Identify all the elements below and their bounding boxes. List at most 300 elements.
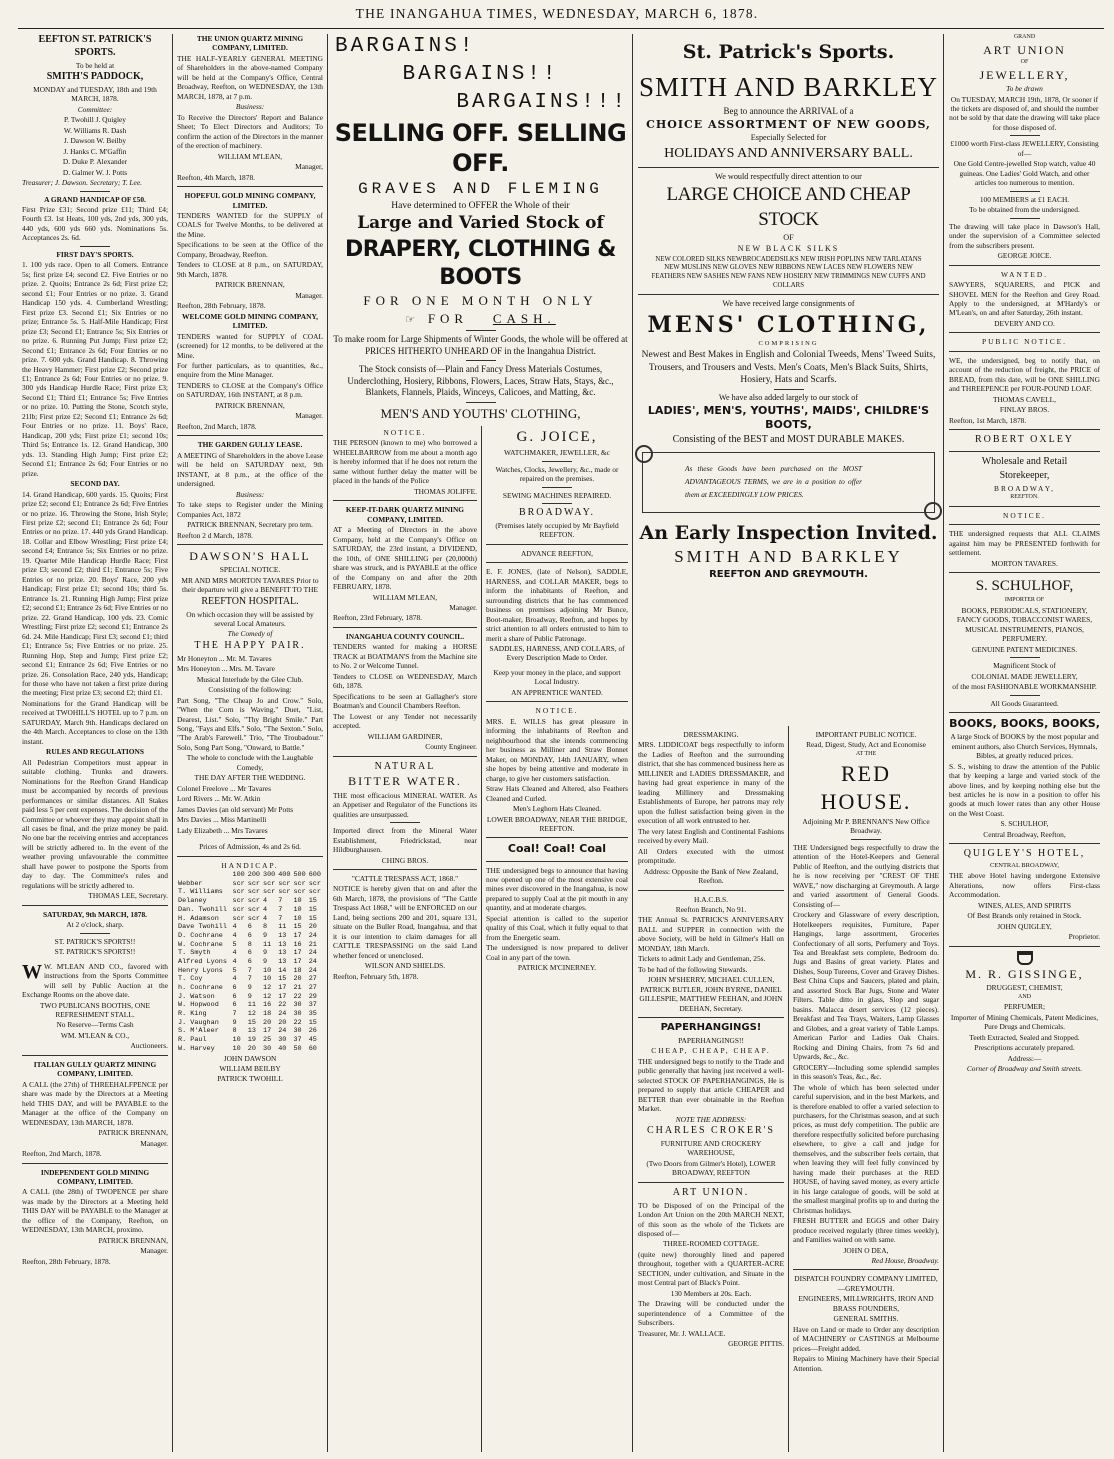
handicap-cell: 11 [278, 923, 287, 932]
hotel-text: THE above Hotel having undergone Extensive Alterations, now offers First-class Accommodation. [949, 871, 1100, 900]
smith-barkley-advert [634, 34, 943, 726]
divider [22, 905, 168, 906]
locations: REEFTON AND GREYMOUTH. [709, 569, 868, 581]
handicap-cell: 60 [308, 1044, 317, 1053]
second-day-heading: SECOND DAY. [70, 479, 120, 489]
handicap-cell: 100 [232, 871, 245, 880]
cattle-sign: WILSON AND SHIELDS. [364, 961, 446, 971]
divider [22, 1163, 168, 1164]
handicap-cell: 15 [247, 1018, 256, 1027]
handicap-cell: J. Vaughan [178, 1018, 219, 1027]
divider [80, 933, 110, 934]
handicap-cell: 17 [293, 957, 302, 966]
keep-it-dark-text: AT a Meeting of Directors in the above Company, held at the Company's Office on SATURDAY, the 23rd instant, a DIVIDEND, the 10th, of ONE SHILLING per (20,000th) share was struck, and is PAYABLE at the office of the Company on and after the 20th FEBRUARY, 1878. [333, 525, 477, 592]
notice-text: THE PERSON (known to me) who borrowed a WHEELBARROW from me about a month ago is hereby informed that if he does not return the same without further delay the matter will be placed in the hands of the Police [333, 438, 477, 486]
paperhangings: PAPERHANGINGS! [660, 1022, 762, 1034]
red-house-goods: Crockery and Glassware of every description, Hotelkeepers requisites, Furniture, Paper Hangings, large assortment, Groceries Confectionary of all sorts, Perfumery and Toys. Tea and Breakfast sets complete, Bedroom do. Jugs and Basins of great variety. Plates and Dishes, Soup Tureens, Cover and Gravey Dishes. Best China Cups and Saucers, plated and plain, and assorted Stock Bar Jugs, Stone and Water Filters. Table ditto in glass, Slop and sugar basins. Malacca desert services (12 pieces). Breakfast and Tea Trays, Waiters, Lamp Glasses and Globes, and a great variety of Table Lamps. American Parlor and Ladies Oak Chairs. Rocking and Dining Chairs, from 7s 6d and Upwards, &c., &c. [793, 910, 939, 1062]
dispatch-heading: DISPATCH FOUNDRY COMPANY LIMITED,—GREYMOUTH. [794, 1274, 938, 1293]
handicap-cell: scr [278, 888, 291, 897]
cast-line: Mr Honeyton ... Mr. M. Tavares [177, 653, 272, 663]
handicap-sign: JOHN DAWSON [223, 1053, 277, 1063]
handicap-cell: 24 [308, 949, 317, 958]
large-stock: Large and Varied Stock of [357, 213, 604, 234]
dressmaking-fashions: The very latest English and Continental Fashions received by every Mail. [638, 826, 784, 846]
wills-straw: Straw Hats Cleaned and Altered, also Feathers Cleaned and Curled. [486, 784, 628, 803]
art-union-heading: ART UNION. [672, 1186, 750, 1198]
booths: TWO PUBLICANS BOOTHS, ONE REFRESHMENT STALL. [39, 1000, 151, 1019]
drawing: The Drawing will be conducted under the superintendence of a Committee of the Subscribers. [638, 1299, 784, 1328]
oxley-reefton: REEFTON. [1010, 493, 1039, 500]
handicap-cell: scr [293, 888, 306, 897]
graves-fleming-advert [329, 34, 632, 424]
make-room: To make room for Large Shipments of Winter Goods, the whole will be offered at PRICES HITHERTO UNHEARD OF in the Inangahua District. [333, 334, 628, 356]
union-date: Reefton, 4th March, 1878. [177, 172, 255, 182]
jones-saddles: SADDLES, HARNESS, AND COLLARS, of Every Description Made to Order. [489, 644, 625, 663]
handicap-cell: 4 [232, 923, 237, 932]
note-address: NOTE THE ADDRESS: [675, 1114, 747, 1124]
italian-gully-role: Manager. [140, 1138, 168, 1148]
handicap-cell: 18 [262, 1010, 272, 1019]
bread-notice: WE, the undersigned, beg to notify that, on account of the reduction of freight, the PRICE of BREAD, from this date, will be ONE SHILLING and THREEPENCE per FOUR-POUND LOAF. [949, 355, 1100, 394]
arrival: Beg to announce the ARRIVAL of a [723, 105, 854, 116]
handicap-cell: scr [308, 888, 321, 897]
handicap-cell: 24 [308, 931, 317, 940]
importer-chem: Importer of Mining Chemicals, Patent Medicines, Pure Drugs and Chemicals. [950, 1012, 1099, 1032]
books-text: A large Stock of BOOKS by the most popular and eminent authors, also Church Services, Hymnals, Bibles, at greatly reduced prices. [950, 732, 1099, 761]
handicap-cell: scr [232, 879, 245, 888]
tavares-sign: MORTON TAVARES. [991, 558, 1058, 568]
hopeful-role: Manager. [295, 290, 323, 300]
handicap-cell: 30 [278, 1036, 287, 1045]
especially: Especially Selected for [750, 133, 827, 143]
treasurer: Treasurer, Mr. J. WALLACE. [638, 1328, 726, 1338]
boots-heading: LADIES', MEN'S, YOUTHS', MAIDS', CHILDRE'S BOOTS, [647, 404, 930, 432]
terms: No Reserve—Terms Cash [56, 1020, 134, 1030]
stock-consists: The Stock consists of—Plain and Fancy Dress Materials Costumes, Underclothing, Hosiery, Ribbons, Flowers, Laces, Straw Hats, Stays, &c., Blankets, Flannels, Plaids, Winceys, Calicoes, and Matting, &c. [347, 364, 614, 398]
handicap-sign: WILLIAM BEILBY [219, 1064, 281, 1074]
special-notice: SPECIAL NOTICE. [219, 565, 281, 575]
handicap-cell: Alfred Lyons [178, 957, 227, 966]
handicap-cell: 22 [293, 992, 302, 1001]
union-business-text: To Receive the Directors' Report and Balance Sheet; To Elect Directors and Auditors; To confirm the action of the Directors in the manner of the erection of machinery. [177, 112, 323, 151]
column-6 [789, 730, 943, 1452]
italian-gully-heading: ITALIAN GULLY QUARTZ MINING COMPANY, LIMITED. [33, 1059, 157, 1079]
handicap-cell: 19 [247, 1036, 256, 1045]
handicap-cell: scr [278, 879, 291, 888]
divider [22, 1055, 168, 1056]
consisting: Consisting of the BEST and MOST DURABLE MAKES. [672, 433, 905, 445]
handicap-cell: 7 [247, 966, 252, 975]
joice-trade: WATCHMAKER, JEWELLER, &c [504, 448, 610, 458]
handicap-cell: 4 [232, 931, 237, 940]
handicap-cell: S. M'Aleer [178, 1027, 219, 1036]
handicap-table [177, 871, 323, 1053]
received: We have received large consignments of [722, 299, 855, 309]
dressmaking-heading: DRESSMAKING. [683, 730, 739, 739]
to-be-drawn: To be drawn [1006, 84, 1043, 94]
garden-business-text: To take steps to Register under the Mining Companies Act, 1872 [177, 500, 323, 519]
perfumer: PERFUMER; [1003, 1002, 1046, 1012]
committee-line: J. Dawson W. Beilby [63, 136, 127, 146]
wills-leghorn: Men's Leghorn Hats Cleaned. [513, 804, 601, 814]
handicap-cell: 400 [278, 871, 291, 880]
mens-clothing: MEN'S AND YOUTHS' CLOTHING, [380, 405, 581, 421]
cast-line: James Davies (an old servant) Mr Potts [177, 804, 294, 814]
independent-date: Reefton, 28th February, 1878. [22, 1256, 111, 1266]
handicap-cell: 10 [293, 897, 302, 906]
consisting: Consisting of the following: [208, 685, 292, 695]
obtained: To be obtained from the undersigned. [969, 205, 1080, 215]
engineers: ENGINEERS, MILLWRIGHTS, IRON AND BRASS FOUNDERS, [798, 1294, 934, 1313]
column-1 [18, 34, 172, 1452]
natural: NATURAL [374, 760, 436, 772]
handicap-cell: 25 [262, 1036, 272, 1045]
wines: WINES, ALES, AND SPIRITS [977, 900, 1071, 910]
handicap-row [177, 897, 323, 906]
independent-text: A CALL (the 28th) of TWOPENCE per share was made by the Directors at a Meeting held THIS DAY will be PAYABLE to the Manager at the office of the Company, Reefton, on WEDNESDAY, 13th MARCH, proximo. [22, 1187, 168, 1235]
items: One Gold Centre-jewelled Stop watch, value 40 guineas. One Ladies' Gold Watch, and other articles too numerous to mention. [953, 159, 1096, 188]
council-text: TENDERS wanted for making a HORSE TRACK at BOATMAN'S from the Machine site to No. 2 or Welcome Tunnel. [333, 642, 477, 671]
paperhangings-2: PAPERHANGINGS!! [678, 1035, 744, 1045]
handicap-cell: 30 [293, 1027, 302, 1036]
held-at: To be held at [75, 60, 115, 70]
joice-repairs: Watches, Clocks, Jewellery, &c., made or repaired on the premises. [495, 464, 619, 484]
hundred-members: 100 MEMBERS at £1 EACH. [979, 194, 1070, 204]
address-corner: Corner of Broadway and Smith streets. [966, 1064, 1083, 1074]
hopeful-heading: HOPEFUL GOLD MINING COMPANY, LIMITED. [184, 191, 316, 210]
art-union-jewellery: ART UNION [983, 42, 1066, 57]
of: OF [783, 232, 794, 242]
committee-heading: Committee: [77, 104, 113, 114]
handicap-cell: Delaney [178, 897, 207, 906]
handicap-row [177, 1010, 323, 1019]
tavares-text: MR AND MRS MORTON TAVARES Prior to their departure will give a BENEFIT TO THE [181, 575, 319, 595]
box-text: As these Goods have been purchased on the MOST ADVANTAGEOUS TERMS, we are in a position to offer them at EXCEEDINGLY LOW PRICES. [685, 464, 862, 499]
handicap-cell: W. Harvey [178, 1044, 215, 1053]
handicap-cell: 22 [293, 1018, 302, 1027]
handicap-cell: 13 [278, 940, 287, 949]
notice2-heading: NOTICE. [535, 706, 579, 716]
column-rule [943, 34, 944, 1452]
handicap-cell: scr [293, 879, 306, 888]
keep-it-dark-heading: KEEP-IT-DARK QUARTZ MINING COMPANY, LIMITED. [345, 505, 465, 524]
handicap-cell: 7 [278, 905, 283, 914]
handicap-cell: 4 [262, 914, 268, 923]
handicap-cell: 45 [308, 1036, 317, 1045]
hand-pointer-icon: ☞ [405, 313, 428, 326]
cavell: THOMAS CAVELL, [992, 394, 1057, 404]
committee-line: D. Galmer W. J. Potts [62, 167, 128, 177]
handicap-cell: 17 [262, 1027, 272, 1036]
hacbs: H.A.C.B.S. [694, 894, 728, 904]
drapery: DRAPERY, CLOTHING & BOOTS [345, 237, 616, 290]
ss-text: S. S., wishing to draw the attention of the Public that by keeping a large and varied stock of the above lines, and by keeping nothing else but the best articles he is now in a position to offer his goods at much lower rates than any other House on the West Coast. [949, 761, 1100, 818]
masthead: THE INANGAHUA TIMES, WEDNESDAY, MARCH 6, 1878. [355, 6, 759, 21]
at-the: AT THE [855, 750, 877, 757]
column-rule [632, 34, 633, 1452]
handicap-heading: A GRAND HANDICAP OF £50. [44, 194, 146, 204]
handicap-cell: 4 [232, 975, 237, 984]
handicap-cell: T. Smyth [178, 949, 211, 958]
schulhof-sign: S. SCHULHOF, [1000, 819, 1049, 829]
handicap-cell: h. Cochrane [178, 984, 223, 993]
handicap-table-heading: HANDICAP. [221, 860, 279, 870]
handicap-cell: 7 [278, 897, 283, 906]
handicap-cell: 17 [293, 931, 302, 940]
new-black-silks: NEW BLACK SILKS [737, 244, 840, 254]
handicap-cell: 9 [247, 992, 252, 1001]
handicap-cell: 24 [278, 1010, 287, 1019]
handicap-cell: 17 [278, 984, 287, 993]
handicap-cell: 9 [247, 984, 252, 993]
italian-gully-text: A CALL (the 27th) of THREEHALFPENCE per share was made by the Directors at a Meeting held THIS DAY, and will be PAYABLE to the Manager at the office of the Company on WEDNESDAY, 13th MARCH, 1878. [22, 1079, 168, 1127]
handicap-cell: W. Hopwood [178, 1001, 219, 1010]
handicap-cell: 9 [262, 957, 268, 966]
handicap-cell: Henry Lyons [178, 966, 223, 975]
drawing-date: On TUESDAY, MARCH 19th, 1878, Or sooner if the tickets are disposed of, and should the number not be sold by that date the drawing will take place for those disposed of. [949, 94, 1100, 132]
sawyers: SAWYERS, SQUARERS, and PICK and SHOVEL MEN for the Reefton and Grey Road. Apply to the undersigned, at M'Hardy's or M'Lean's, on and after Saturday, 26th instant. [949, 280, 1100, 318]
handicap-cell: scr [308, 879, 321, 888]
conclude: The whole to conclude with the Laughable Comedy, [186, 753, 314, 772]
central-broadway: CENTRAL BROADWAY, [989, 862, 1060, 870]
handicap-row [177, 906, 323, 915]
newest: Newest and Best Makes in English and Colonial Tweeds, Mens' Tweed Suits, Trousers, and Trousers and Vests. Men's Coats, Men's Black Suits, Shirts, Hosiery, Hats and Scarfs. [641, 350, 936, 385]
handicap-cell: 8 [262, 923, 268, 932]
union-sign: WILLIAM M'LEAN, [217, 151, 283, 161]
ball-tickets: Tickets to admit Lady and Gentleman, 25s. [638, 954, 766, 964]
second-day-list: 14. Grand Handicap, 600 yards. 15. Quoits; First prize £2; second £1; Entrance 2s 6d; Five Entries or no prize. 16. Throwing the Stone, Irish Style; First prize £2; second £1; Entrance 2s 6d; Four Entries or no prize. 17. 440 yds Grand Handicap. 18. Collar and Elbow Wrestling; First prize £4; second £4; Entrance 5s; Six Entries or no prize. 19. Quarter Mile Handicap Hurdle Race; First prize £3; second £2; third £1; Entrance 5s; Five Entries or no prize. 20. Boys' Race, 200 yds Handicap; First prize £1; second 10s; third 5s. Entrance 1s. 21. Running High Jump; First prize £2; second £1; Entrance 2s 6d; Five Entries or no prize. 22. Grand Handicap, 100 yds. 23. Comic Wrestling; First prize £2; second £1; Entrance 2s 6d. 24. Mile Handicap; First £3; second £1; third £1; Entrance 5s; Five Entries or no prize. 25. Running Hop, Step and Jump; First prize £2; second £1; Entrance 2s 6d; Five Entries or no prize. 26. Consolation Race, 240 yds, Handicap; for those who have not taken a first prize during the meeting; First prize £3; second £2; third £1. [22, 489, 168, 698]
handicap-cell: 27 [308, 975, 317, 984]
handicap-row [177, 949, 323, 958]
rules-text: All Pedestrian Competitors must appear in suitable clothing. Trunks and drawers. Nominations for the Reefton Grand Handicap must be accompanied by records of previous performances or similar distances. All Stakes paid less 5 per cent expenses. The decision of the Committee or whoever they may appoint shall in all cases be final, and the prize money be paid. No one bar the receiving entries and acceptances will be strictly adhered to. In the event of the weather proving unfavourable the committee shall have power to postpone the Sports from day to day. The Committee's rules and regulations will be strictly adhered to. [22, 757, 168, 890]
selling-off: SELLING OFF. SELLING OFF. [334, 118, 627, 177]
handicap-cell: scr [247, 897, 260, 906]
handicap-cell: 20 [293, 975, 302, 984]
venue: SMITH'S PADDOCK, [46, 71, 144, 83]
handicap-cell: 37 [293, 1036, 302, 1045]
handicap-cell: 24 [278, 1027, 287, 1036]
handicap-sign: PATRICK TWOHILL [217, 1074, 283, 1084]
handicap-cell: 6 [247, 957, 252, 966]
union-text: THE HALF-YEARLY GENERAL MEETING of Shareholders in the above-named Company will be held at the Company's Office, Central Broadway, Reefton, on WEDNESDAY, the 13th MARCH, 1878, at 7 p.m. [177, 53, 323, 101]
ball-stewards-intro: To be had of the following Stewards. [638, 964, 748, 974]
cattle-date: Reefton, February 5th, 1878. [333, 971, 419, 981]
guaranteed: All Goods Guaranteed. [990, 698, 1059, 708]
handicap-row [177, 1001, 323, 1010]
handicap-cell: 16 [262, 1001, 272, 1010]
handicap-cell: 15 [308, 1018, 317, 1027]
handicap-row [177, 1027, 323, 1036]
croker-address: (Two Doors from Gilmer's Hotel), LOWER BROADWAY, REEFTON [646, 1158, 776, 1178]
handicap-cell: 24 [308, 966, 317, 975]
broadway: BROADWAY. [518, 507, 596, 519]
divider [80, 246, 110, 247]
handicap-cell: J. Watson [178, 992, 215, 1001]
handicap-cell: 12 [262, 992, 272, 1001]
union-business: Business: [235, 102, 265, 112]
bitter-text: THE most efficacious MINERAL WATER. As an Appetiser and Regulator of the Functions its qualities are unsurpassed. [333, 790, 477, 819]
handicap-cell: 30 [262, 1044, 272, 1053]
auctioneer-firm: WM. M'LEAN & CO., [60, 1030, 130, 1040]
saturday: SATURDAY, 9th MARCH, 1878. [42, 909, 148, 919]
interlude: Musical Interlude by the Glee Club. [196, 674, 304, 684]
handicap-cell: 300 [262, 871, 276, 880]
choice-assortment: CHOICE ASSORTMENT OF NEW GOODS, [646, 118, 931, 132]
handicap-cell: 5 [232, 940, 237, 949]
art-union-text: TO be Disposed of on the Principal of the London Art Union on the 20th MARCH NEXT, of this soon as the whole of the Tickets are disposed of— [638, 1200, 784, 1239]
prescriptions: Prescriptions accurately prepared. [974, 1043, 1075, 1053]
address-label: Address:— [1007, 1053, 1042, 1063]
handicap-cell: 5 [232, 966, 237, 975]
central: Central Broadway, Reefton, [983, 829, 1066, 839]
handicap-cell: D. Cochrane [178, 931, 223, 940]
handicap-cell: Webber [178, 879, 203, 888]
devery: DEVERY AND CO. [994, 318, 1055, 328]
quigley-sign: JOHN QUIGLEY, [997, 921, 1052, 931]
proprietor: Proprietor. [1068, 932, 1100, 942]
red-house-butter: FRESH BUTTER and EGGS and other Dairy produce received regularly (three times weekly), and Families waited on with same. [793, 1216, 939, 1245]
ching-bros: CHING BROS. [381, 855, 429, 865]
gissinge: M. R. GISSINGE, [965, 966, 1084, 981]
handicap-cell: 6 [232, 984, 237, 993]
committee-line: J. Hanks C. M'Gaffin [63, 146, 127, 156]
first-day-heading: FIRST DAY'S SPORTS. [56, 249, 134, 259]
ornamental-box [642, 452, 935, 513]
oxley: ROBERT OXLEY [974, 434, 1075, 446]
books-books: BOOKS, BOOKS, BOOKS, [949, 717, 1100, 731]
coal-quality: Special attention is called to the superior quality of this Coal, which it fully equal to that from the Energetic seam. [486, 913, 628, 942]
garden-date: Reefton 2 d March, 1878. [177, 530, 253, 540]
dawsons-hall: DAWSON'S HALL [189, 548, 311, 563]
sewing: SEWING MACHINES REPAIRED. [502, 490, 612, 500]
union-heading: THE UNION QUARTZ MINING COMPANY, LIMITED. [196, 34, 304, 53]
independent-sign: PATRICK BRENNAN, [98, 1235, 168, 1245]
handicap-cell: 26 [308, 1027, 317, 1036]
handicap-cell: 7 [247, 975, 252, 984]
bitter-import: Imported direct from the Mineral Water Establishment, Friedrickstad, near Hildburghausen. [333, 826, 477, 855]
firm-name: GRAVES AND FLEMING [358, 179, 603, 198]
cottage-text: (quite new) thoroughly lined and papered throughout, together with a QUARTER-ACRE SECTION, under cultivation, and Situate in the most Central part of Black's Point. [638, 1249, 784, 1288]
wanted: WANTED. [1000, 269, 1049, 279]
welcome-heading: WELCOME GOLD MINING COMPANY, LIMITED. [182, 311, 318, 331]
committee-line: W. Williams R. Dash [63, 125, 127, 135]
druggist: DRUGGEST, CHEMIST, [986, 983, 1063, 993]
members: 130 Members at 20s. Each. [670, 1288, 752, 1298]
odea-sign: JOHN O DEA, [843, 1245, 889, 1255]
bargains-1: BARGAINS! [335, 35, 476, 58]
public-notice: PUBLIC NOTICE. [981, 337, 1068, 347]
joice-sign: GEORGE JOICE. [997, 251, 1052, 261]
keep-it-dark-role: Manager. [449, 602, 477, 612]
handicap-text: First Prize £31; Second prize £11; Third £4; Fourth £3. 1st Heats, 100 yds, 2nd yds, 300 yds, 440 yds, 600 yds 660 yds. Nominations 5s. Acceptances 2s. 6d. [22, 205, 168, 243]
red-house-whole: The whole of which has been selected under careful supervision, and in the best Markets, and is therefore enabled to offer a varied selection to purchasers, for the Christmas season, and at such prices, as must defy competition. The public are therefore respectfully solicited before purchasing elsewhere, to give a call and judge for themselves, and the subscriber feels certain, that when leaving they will feel fully convinced by having made their purchases at the RED HOUSE, of having saved money, as every article in his large catalogue of goods, will be sold at the smallest marginal profits up to and during the Christmas holidays. [793, 1082, 939, 1215]
advance-reefton: ADVANCE REEFTON, [521, 548, 593, 558]
happy-pair: THE HAPPY PAIR. [194, 639, 306, 651]
handicap-cell: 9 [262, 949, 268, 958]
committee-line: P. Twohill J. Quigley [64, 115, 126, 125]
dressmaking-orders: All Orders executed with the utmost promptitude. [638, 846, 784, 866]
magnificent: Magnificent Stock of [993, 661, 1056, 671]
handicap-cell: 10 [293, 914, 302, 923]
council-spec: Specifications to be seen at Gallagher's store Boatman's and Council Chambers Reefton. [333, 691, 477, 711]
divider [80, 191, 110, 192]
handicap-row [177, 888, 323, 897]
claims: THE undersigned requests that ALL CLAIMS against him may be PRESENTED forthwith for settlement. [949, 529, 1100, 558]
union-role: Manager, [295, 162, 323, 172]
council-heading: INANGAHUA COUNTY COUNCIL. [345, 631, 465, 641]
handicap-row [177, 1036, 323, 1045]
sports-dates: MONDAY and TUESDAY, 18th and 19th MARCH, 1878. [33, 84, 157, 104]
hopeful-sign: PATRICK BRENNAN, [215, 280, 285, 290]
column-5 [634, 730, 788, 1452]
jones-text: E. F. JONES, (late of Nelson), SADDLE, HARNESS, and COLLAR MAKER, begs to inform the inhabitants of Reefton, and surrounding districts that he has commenced business on premises adjoining Mr Bunce, Boot-maker, Broadway, Reefton, and hopes by strict attention to all orders entrusted to him to merit a share of Public Patronage. [486, 567, 628, 643]
hospital: REEFTON HOSPITAL. [201, 595, 299, 607]
handicap-header-row [177, 871, 323, 880]
handicap-cell: W. Cochrane [178, 940, 223, 949]
independent-heading: INDEPENDENT GOLD MINING COMPANY, LIMITED. [40, 1167, 150, 1187]
officers: Treasurer; J. Dawson. Secretary; T. Lee. [22, 178, 142, 188]
saturday-time: At 2 o'clock, sharp. [66, 920, 124, 930]
teeth: Teeth Extracted, Sealed and Stopped. [969, 1032, 1080, 1042]
large-choice: LARGE CHOICE AND CHEAP STOCK [666, 184, 911, 230]
handicap-cell: H. Adamson [178, 914, 219, 923]
handicap-cell: 13 [278, 957, 287, 966]
handicap-cell: 7 [278, 914, 283, 923]
jones-keep: Keep your money in the place, and support Local Industry. [493, 667, 621, 687]
determined: Have determined to OFFER the Whole of their [391, 201, 570, 212]
premises: (Premises lately occupied by Mr Bayfield REEFTON. [495, 520, 619, 540]
handicap-cell: 17 [278, 992, 287, 1001]
mortar-pestle-icon [1017, 951, 1033, 965]
handicap-row [177, 958, 323, 967]
handicap-cell: 10 [232, 1044, 241, 1053]
handicap-cell: 11 [262, 940, 272, 949]
handicap-cell: 14 [278, 966, 287, 975]
one-month: FOR ONE MONTH ONLY [363, 293, 598, 308]
handicap-cell: 10 [232, 1036, 241, 1045]
handicap-cell: 50 [293, 1044, 302, 1053]
cheap: CHEAP, CHEAP, CHEAP. [651, 1046, 771, 1056]
smith-barkley-sign: SMITH AND BARKLEY [674, 547, 903, 567]
read-digest: Read, Digest, Study, Act and Economise [806, 740, 926, 750]
welcome-particulars: For further particulars, as to quantities, &c., enquire from the Mine Manager. [177, 361, 323, 380]
handicap-cell: 6 [247, 931, 252, 940]
handicap-cell [177, 871, 232, 880]
independent-role: Manager. [140, 1246, 168, 1256]
hopeful-date: Reefton, 28th February, 1878. [177, 301, 266, 311]
croker: CHARLES CROKER'S [647, 1125, 775, 1137]
italian-gully-sign: PATRICK BRENNAN, [98, 1128, 168, 1138]
handicap-cell: scr [247, 888, 260, 897]
apprentice: AN APPRENTICE WANTED. [511, 687, 603, 697]
handicap-cell: 600 [308, 871, 321, 880]
handicap-cell: 21 [293, 984, 302, 993]
handicap-cell: scr [247, 914, 260, 923]
handicap-cell: 40 [278, 1044, 287, 1053]
keep-it-dark-sign: WILLIAM M'LEAN, [372, 592, 438, 602]
handicap-cell: Dave Twohill [178, 923, 227, 932]
rules-heading: RULES AND REGULATIONS [45, 747, 144, 757]
hats-shirts [333, 423, 628, 424]
handicap-cell: 12 [262, 984, 272, 993]
handicap-cell: 15 [308, 897, 317, 906]
prices: Prices of Admission, 4s and 2s 6d. [199, 842, 301, 852]
storekeeper: Storekeeper, [999, 469, 1050, 481]
handicap-cell: 29 [308, 992, 317, 1001]
first-day-list: 1. 100 yds race. Open to all Comers. Entrance 5s; first prize £4; second £2. Five Entries or no prize. 2. Quoits; Entrance 2s 6d; First prize £2; second £1; Four Entries or no prize. 3. Grand Handicap 150 yds. 4. Cumberland Wrestling; First prize £3. Second £1; Six Entries or no prize; Entrance 5s. 5. Half-Mile Handicap; First prize £3; Second £1; Entrance 5s; Six Entries or no prize. 6. Running Put Jump; First prize £2; Second £1; Entrance 2s 6d; Four Entries or no prize. 7. 600 yds. Grand Handicap. 8. Throwing the Heavy Hammer; First prize £2; Second prize £1; Entrance 2s 6d; Four Entries or no prize. 9. 300 yds Handicap Hurdle Race; First prize £3; Second £1; Third £1; Entrance 5s; Five Entries or no prize. 10. Putting the Stone, Scotch style, 21lb; First prize £2; Second £1; Entrance 2s 6d; Four Entries or no prize. 11. Boys' Race, Handicap, 200 yds; First prize £1; second 10s; Third 5s; Entrance 1s. 12. Grand Handicap, 300 yds. 13. Standing High Jump; First prize £2; Second £1; Entrance 2s 6d; Four Entries or no prize. [22, 260, 168, 478]
handicap-cell: R. King [178, 1010, 207, 1019]
hopeful-spec: Specifications to be seen at the Office of the Company, Broadway, Reefton. [177, 240, 323, 259]
